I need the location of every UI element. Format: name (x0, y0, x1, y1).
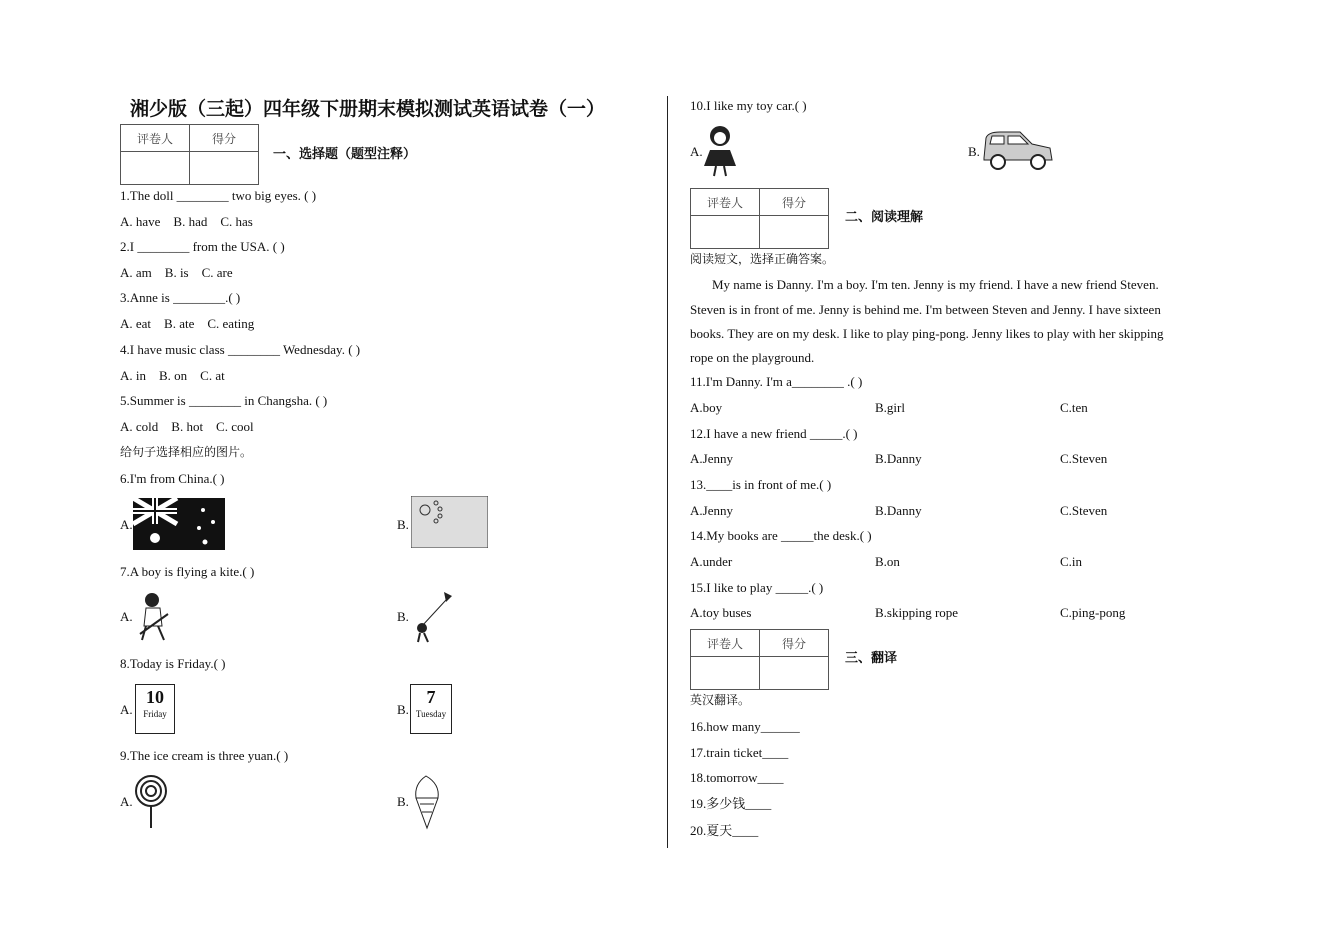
score-label: 得分 (760, 189, 829, 216)
calendar-tuesday-image (410, 684, 452, 734)
grader-cell[interactable] (121, 152, 190, 185)
question: 3.Anne is ________.( ) (120, 290, 241, 305)
score-cell[interactable] (760, 216, 829, 249)
option-label: B. (397, 794, 409, 809)
girl-doll-image (700, 124, 740, 178)
question: 6.I'm from China.( ) (120, 471, 225, 486)
question: 2.I ________ from the USA. ( ) (120, 239, 285, 254)
calendar-friday-image (135, 684, 175, 734)
grader-cell[interactable] (691, 216, 760, 249)
column-divider (667, 96, 668, 848)
option-label: B. (397, 702, 409, 717)
option-label: A. (120, 794, 133, 809)
option-label: B. (968, 144, 980, 159)
calendar-date: 7 (426, 687, 436, 707)
page-title: 湘少版（三起）四年级下册期末模拟测试英语试卷（一） (130, 98, 606, 120)
score-table (690, 629, 829, 690)
score-table (690, 188, 829, 249)
question: 11.I'm Danny. I'm a________ .( ) (690, 374, 863, 389)
instruction: 给句子选择相应的图片。 (120, 445, 253, 459)
translation-item: 19.多少钱____ (690, 796, 772, 811)
passage-line: My name is Danny. I'm a boy. I'm ten. Jenny is my friend. I have a new friend Steven. (712, 277, 1159, 292)
score-cell[interactable] (760, 657, 829, 690)
question: 10.I like my toy car.( ) (690, 98, 807, 113)
option: C.ping-pong (1060, 605, 1126, 620)
score-label: 得分 (190, 125, 259, 152)
options: A. cold B. hot C. cool (120, 419, 254, 434)
option: C.Steven (1060, 451, 1108, 466)
girl-guitar-image (134, 590, 174, 642)
translation-item: 17.train ticket____ (690, 745, 789, 760)
grader-label: 评卷人 (121, 125, 190, 152)
options: A. am B. is C. are (120, 265, 233, 280)
grader-cell[interactable] (691, 657, 760, 690)
instruction: 阅读短文，选择正确答案。 (690, 252, 835, 266)
section-heading: 二、阅读理解 (845, 210, 924, 225)
option: A.Jenny (690, 451, 733, 466)
passage-line: rope on the playground. (690, 350, 815, 365)
option: B.girl (875, 400, 905, 415)
question: 1.The doll ________ two big eyes. ( ) (120, 188, 317, 203)
translation-item: 20.夏天____ (690, 823, 759, 838)
calendar-day: Tuesday (415, 709, 447, 719)
question: 15.I like to play _____.( ) (690, 580, 824, 595)
boy-kite-image (408, 588, 453, 644)
question: 7.A boy is flying a kite.( ) (120, 564, 255, 579)
option: A.under (690, 554, 733, 569)
option: C.Steven (1060, 503, 1108, 518)
question: 8.Today is Friday.( ) (120, 656, 226, 671)
option-label: B. (397, 517, 409, 532)
option-label: B. (397, 609, 409, 624)
calendar-date: 10 (146, 687, 164, 707)
score-label: 得分 (760, 630, 829, 657)
question: 9.The ice cream is three yuan.( ) (120, 748, 289, 763)
option: B.Danny (875, 503, 922, 518)
option-label: A. (120, 609, 133, 624)
grader-label: 评卷人 (691, 189, 760, 216)
passage-line: Steven is in front of me. Jenny is behind me. I'm between Steven and Jenny. I have sixteen (690, 302, 1161, 317)
lollipop-image (134, 775, 170, 829)
australia-flag-image (133, 498, 225, 550)
china-flag-image (411, 496, 488, 548)
question: 5.Summer is ________ in Changsha. ( ) (120, 393, 328, 408)
section-heading: 三、翻译 (845, 651, 898, 666)
passage-line: books. They are on my desk. I like to play ping-pong. Jenny likes to play with her skipping (690, 326, 1164, 341)
grader-label: 评卷人 (691, 630, 760, 657)
question: 4.I have music class ________ Wednesday. ( ) (120, 342, 361, 357)
instruction: 英汉翻译。 (690, 693, 751, 707)
toy-car-image (980, 128, 1056, 172)
options: A. have B. had C. has (120, 214, 253, 229)
option-label: A. (690, 144, 703, 159)
option: C.ten (1060, 400, 1088, 415)
option-label: A. (120, 517, 133, 532)
option: A.Jenny (690, 503, 733, 518)
option: B.Danny (875, 451, 922, 466)
options: A. eat B. ate C. eating (120, 316, 255, 331)
option-label: A. (120, 702, 133, 717)
question: 12.I have a new friend _____.( ) (690, 426, 858, 441)
option: B.on (875, 554, 900, 569)
option: B.skipping rope (875, 605, 959, 620)
question: 13.____is in front of me.( ) (690, 477, 832, 492)
section-heading: 一、选择题（题型注释） (273, 147, 417, 162)
option: A.boy (690, 400, 723, 415)
option: C.in (1060, 554, 1083, 569)
score-cell[interactable] (190, 152, 259, 185)
calendar-day: Friday (143, 709, 167, 719)
score-table (120, 124, 259, 185)
translation-item: 16.how many______ (690, 719, 800, 734)
translation-item: 18.tomorrow____ (690, 770, 784, 785)
ice-cream-image (410, 772, 444, 830)
option: A.toy buses (690, 605, 752, 620)
question: 14.My books are _____the desk.( ) (690, 528, 872, 543)
options: A. in B. on C. at (120, 368, 225, 383)
